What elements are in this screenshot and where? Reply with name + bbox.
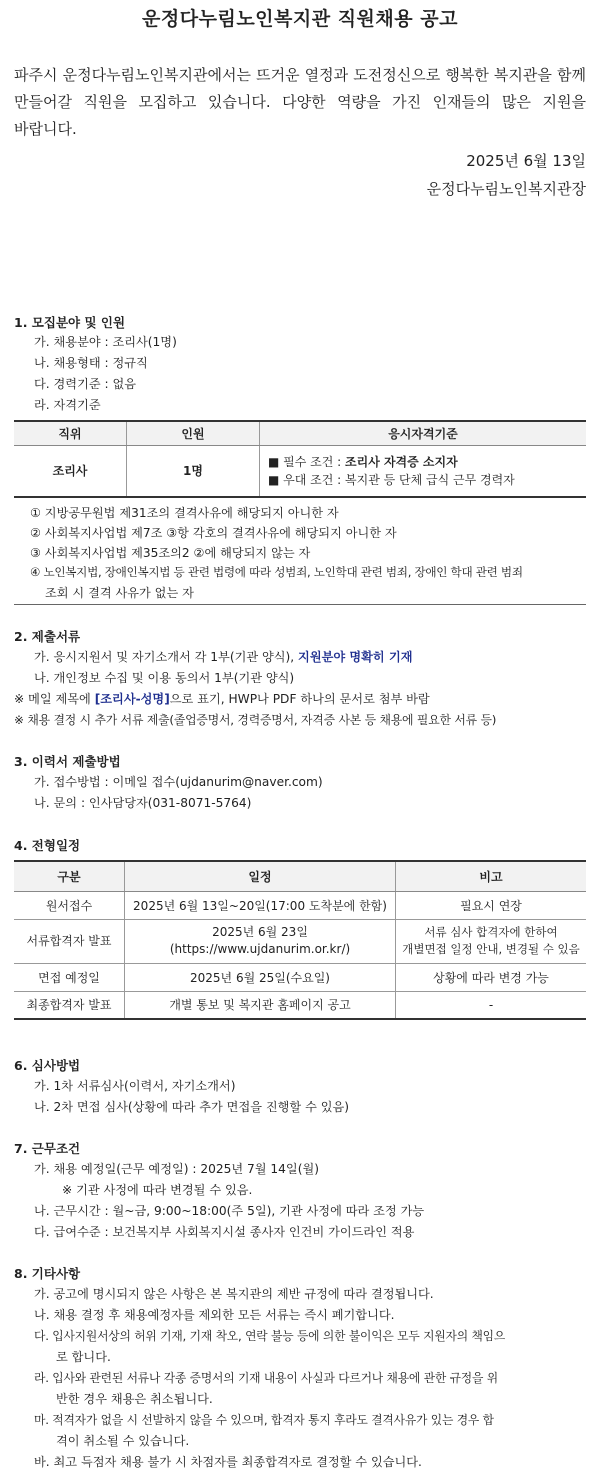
th-category: 구분: [14, 861, 125, 891]
td-position: 조리사: [14, 445, 127, 497]
s2-c-text-post: 으로 표기, HWP나 PDF 하나의 문서로 첨부 바람: [169, 692, 430, 706]
schedule-line: 2025년 6월 25일(수요일): [190, 970, 330, 985]
row-schedule: [125, 991, 396, 1019]
s3-item-contact: 나. 문의 : 인사담당자(031-8071-5764): [34, 796, 252, 810]
table-row: [14, 963, 586, 991]
td-count: 1명: [127, 445, 260, 497]
row-schedule: [125, 919, 396, 963]
note-4-cont: 조회 시 결격 사유가 없는 자: [45, 586, 194, 600]
s8-item-d-cont: 반한 경우 채용은 취소됩니다.: [56, 1392, 213, 1406]
qualification-table: [14, 420, 586, 498]
s8-item-a: 가. 공고에 명시되지 않은 사항은 본 복지관의 제반 규정에 따라 결정됩니다.: [34, 1287, 434, 1301]
schedule-table: [14, 860, 586, 1020]
s2-note-extra: ※ 채용 결정 시 추가 서류 제출(졸업증명서, 경력증명서, 자격증 사본 등 채용에 필요한 서류 등): [14, 713, 497, 727]
s8-item-f: 바. 최고 득점자 채용 불가 시 차점자를 최종합격자로 결정할 수 있습니다.: [34, 1455, 422, 1469]
s2-c-emphasis: [조리사-성명]: [94, 692, 170, 706]
s2-c-text: ※ 메일 제목에: [14, 692, 95, 706]
row-remark: [396, 919, 587, 963]
row-remark: [396, 891, 587, 919]
note-1: ① 지방공무원법 제31조의 결격사유에 해당되지 아니한 자: [30, 506, 339, 520]
schedule-line: 2025년 6월 13일~20일(17:00 도착분에 한함): [133, 898, 387, 913]
s8-item-c-cont: 로 합니다.: [56, 1350, 111, 1364]
s8-item-e: 마. 적격자가 없을 시 선발하지 않을 수 있으며, 합격자 통지 후라도 결격사유가 있는 경우 합: [34, 1413, 494, 1427]
row-category: 최종합격자 발표: [14, 991, 125, 1019]
note-3: ③ 사회복지사업법 제35조의2 ②에 해당되지 않는 자: [30, 546, 311, 560]
section-8-title: 8. 기타사항: [14, 1266, 81, 1281]
remark-line: 필요시 연장: [460, 898, 522, 913]
section-6-title: 6. 심사방법: [14, 1058, 81, 1073]
s2-a-emphasis: 지원분야 명확히 기재: [298, 650, 413, 664]
remark-line: -: [488, 997, 494, 1012]
page-title: 운정다누림노인복지관 직원채용 공고: [142, 8, 458, 30]
note-2: ② 사회복지사업법 제7조 ③항 각호의 결격사유에 해당되지 아니한 자: [30, 526, 397, 540]
row-category: 면접 예정일: [14, 963, 125, 991]
schedule-url: (https://www.ujdanurim.or.kr/): [169, 942, 351, 956]
notice-signer: 운정다누림노인복지관장: [426, 180, 586, 198]
s6-item-a: 가. 1차 서류심사(이력서, 자기소개서): [34, 1079, 236, 1093]
th-remark: 비고: [396, 861, 587, 891]
row-category: 원서접수: [14, 891, 125, 919]
schedule-line: 2025년 6월 23일: [212, 925, 308, 939]
note-4: ④ 노인복지법, 장애인복지법 등 관련 법령에 따라 성범죄, 노인학대 관련 범죄, 장애인 학대 관련 범죄: [30, 565, 523, 579]
s3-item-method: 가. 접수방법 : 이메일 접수(ujdanurim@naver.com): [34, 775, 323, 789]
s2-item-b: 나. 개인정보 수집 및 이용 동의서 1부(기관 양식): [34, 671, 295, 685]
required-value: 조리사 자격증 소지자: [345, 454, 458, 469]
s6-item-b: 나. 2차 면접 심사(상황에 따라 추가 면접을 진행할 수 있음): [34, 1100, 350, 1114]
th-position: 직위: [14, 421, 127, 445]
s8-item-d: 라. 입사와 관련된 서류나 각종 증명서의 기재 내용이 사실과 다르거나 채용에 관한 규정을 위: [34, 1371, 498, 1385]
table-row: [14, 919, 586, 963]
th-schedule: 일정: [125, 861, 396, 891]
remark-line-2: 개별면접 일정 안내, 변경될 수 있음: [402, 942, 580, 956]
section-1-title: 1. 모집분야 및 인원: [14, 315, 126, 330]
s8-item-b: 나. 채용 결정 후 채용예정자를 제외한 모든 서류는 즉시 폐기합니다.: [34, 1308, 395, 1322]
row-remark: [396, 963, 587, 991]
intro-paragraph: 파주시 운정다누림노인복지관에서는 뜨거운 열정과 도전정신으로 행복한 복지관을 함께 만들어갈 직원을 모집하고 있습니다. 다양한 역량을 가진 인재들의 많은 지원을 바랍니다.: [14, 66, 586, 138]
th-requirement: 응시자격기준: [260, 421, 587, 445]
section-4-title: 4. 전형일정: [14, 838, 81, 853]
remark-line: 상황에 따라 변경 가능: [433, 970, 549, 985]
disqualification-notes: [14, 498, 586, 605]
s7-item-c: 다. 급여수준 : 보건복지부 사회복지시설 종사자 인건비 가이드라인 적용: [34, 1225, 415, 1239]
preferred-condition: ■ 우대 조건 : 복지관 등 단체 급식 근무 경력자: [268, 472, 515, 487]
s1-item-type: 나. 채용형태 : 정규직: [34, 356, 148, 370]
s1-item-career: 다. 경력기준 : 없음: [34, 377, 137, 391]
s2-a-text: 가. 응시지원서 및 자기소개서 각 1부(기관 양식),: [34, 650, 299, 664]
required-label: ■ 필수 조건 :: [268, 454, 346, 469]
row-schedule: [125, 891, 396, 919]
row-category: 서류합격자 발표: [14, 919, 125, 963]
required-condition: [268, 453, 585, 471]
schedule-line: 개별 통보 및 복지관 홈페이지 공고: [169, 998, 351, 1013]
section-2-title: 2. 제출서류: [14, 629, 81, 644]
remark-line: 서류 심사 합격자에 한하여: [424, 925, 558, 939]
s8-item-e-cont: 격이 취소될 수 있습니다.: [56, 1434, 190, 1448]
s7-item-b: 나. 근무시간 : 월~금, 9:00~18:00(주 5일), 기관 사정에 따라 조정 가능: [34, 1204, 425, 1218]
th-count: 인원: [127, 421, 260, 445]
s7-item-a-note: ※ 기관 사정에 따라 변경될 수 있음.: [62, 1183, 253, 1197]
table-row: [14, 891, 586, 919]
td-requirement: [260, 445, 587, 497]
notice-date: 2025년 6월 13일: [466, 152, 586, 170]
s1-item-qualification: 라. 자격기준: [34, 398, 101, 412]
s1-item-field: 가. 채용분야 : 조리사(1명): [34, 335, 177, 349]
s2-note-mail: [14, 690, 430, 707]
row-remark: [396, 991, 587, 1019]
s2-item-a: [34, 648, 413, 665]
section-3-title: 3. 이력서 제출방법: [14, 754, 121, 769]
s8-item-c: 다. 입사지원서상의 허위 기재, 기재 착오, 연락 불능 등에 의한 불이익은 모두 지원자의 책임으: [34, 1329, 506, 1343]
section-7-title: 7. 근무조건: [14, 1141, 81, 1156]
table-row: [14, 991, 586, 1019]
row-schedule: [125, 963, 396, 991]
s7-item-a: 가. 채용 예정일(근무 예정일) : 2025년 7월 14일(월): [34, 1162, 319, 1176]
